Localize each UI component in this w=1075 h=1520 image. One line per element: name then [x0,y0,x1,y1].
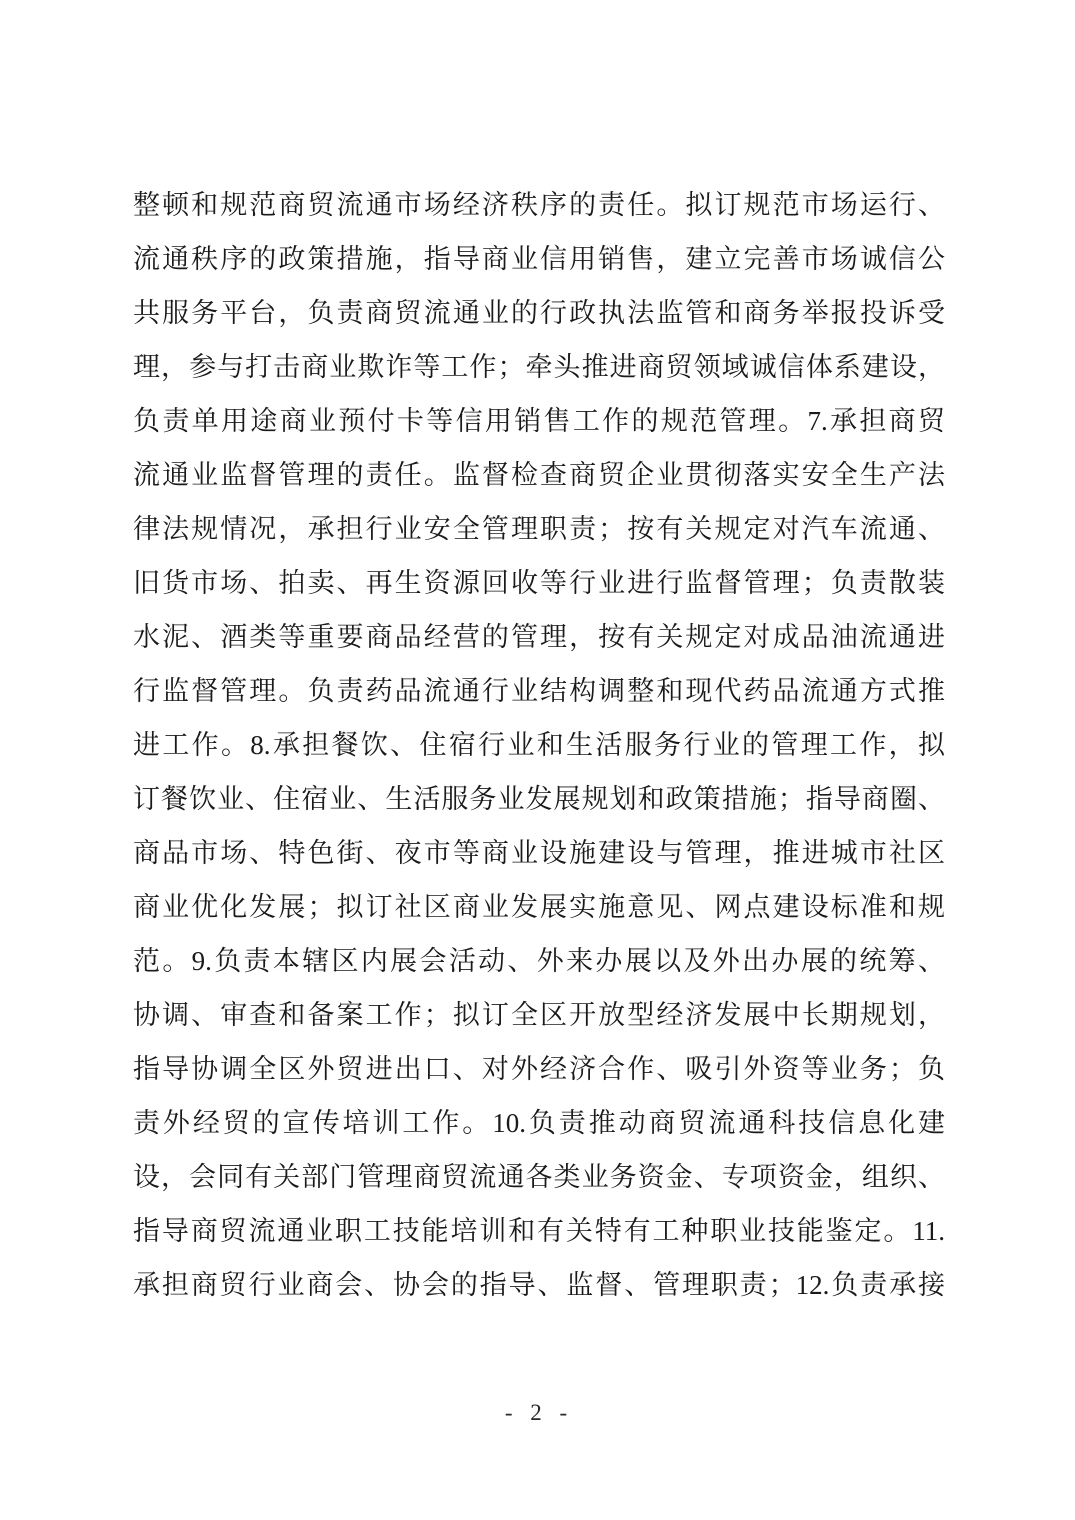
text-line: 流通业监督管理的责任。监督检查商贸企业贯彻落实安全生产法 [133,460,945,490]
text-line: 指导商贸流通业职工技能培训和有关特有工种职业技能鉴定。11. [133,1216,945,1246]
text-line: 协调、审查和备案工作；拟订全区开放型经济发展中长期规划， [133,1000,945,1030]
text-line: 订餐饮业、住宿业、生活服务业发展规划和政策措施；指导商圈、 [133,784,945,814]
text-line: 理，参与打击商业欺诈等工作；牵头推进商贸领域诚信体系建设， [133,352,945,382]
text-line: 旧货市场、拍卖、再生资源回收等行业进行监督管理；负责散装 [133,568,945,598]
text-line: 范。9.负责本辖区内展会活动、外来办展以及外出办展的统筹、 [133,946,945,976]
text-line: 共服务平台，负责商贸流通业的行政执法监管和商务举报投诉受 [133,298,945,328]
text-line: 商业优化发展；拟订社区商业发展实施意见、网点建设标准和规 [133,892,945,922]
text-line: 设，会同有关部门管理商贸流通各类业务资金、专项资金，组织、 [133,1162,945,1192]
text-line: 律法规情况，承担行业安全管理职责；按有关规定对汽车流通、 [133,514,945,544]
text-line: 指导协调全区外贸进出口、对外经济合作、吸引外资等业务；负 [133,1054,945,1084]
body-text [133,178,945,1312]
text-line: 流通秩序的政策措施，指导商业信用销售，建立完善市场诚信公 [133,244,945,274]
text-line: 责外经贸的宣传培训工作。10.负责推动商贸流通科技信息化建 [133,1108,945,1138]
text-line: 水泥、酒类等重要商品经营的管理，按有关规定对成品油流通进 [133,622,945,652]
text-line: 负责单用途商业预付卡等信用销售工作的规范管理。7.承担商贸 [133,406,945,436]
text-line: 商品市场、特色街、夜市等商业设施建设与管理，推进城市社区 [133,838,945,868]
text-line: 进工作。8.承担餐饮、住宿行业和生活服务行业的管理工作，拟 [133,730,945,760]
page-number: - 2 - [504,1400,574,1425]
text-line: 整顿和规范商贸流通市场经济秩序的责任。拟订规范市场运行、 [133,190,945,220]
text-line: 行监督管理。负责药品流通行业结构调整和现代药品流通方式推 [133,676,945,706]
text-line: 承担商贸行业商会、协会的指导、监督、管理职责；12.负责承接 [133,1270,945,1300]
